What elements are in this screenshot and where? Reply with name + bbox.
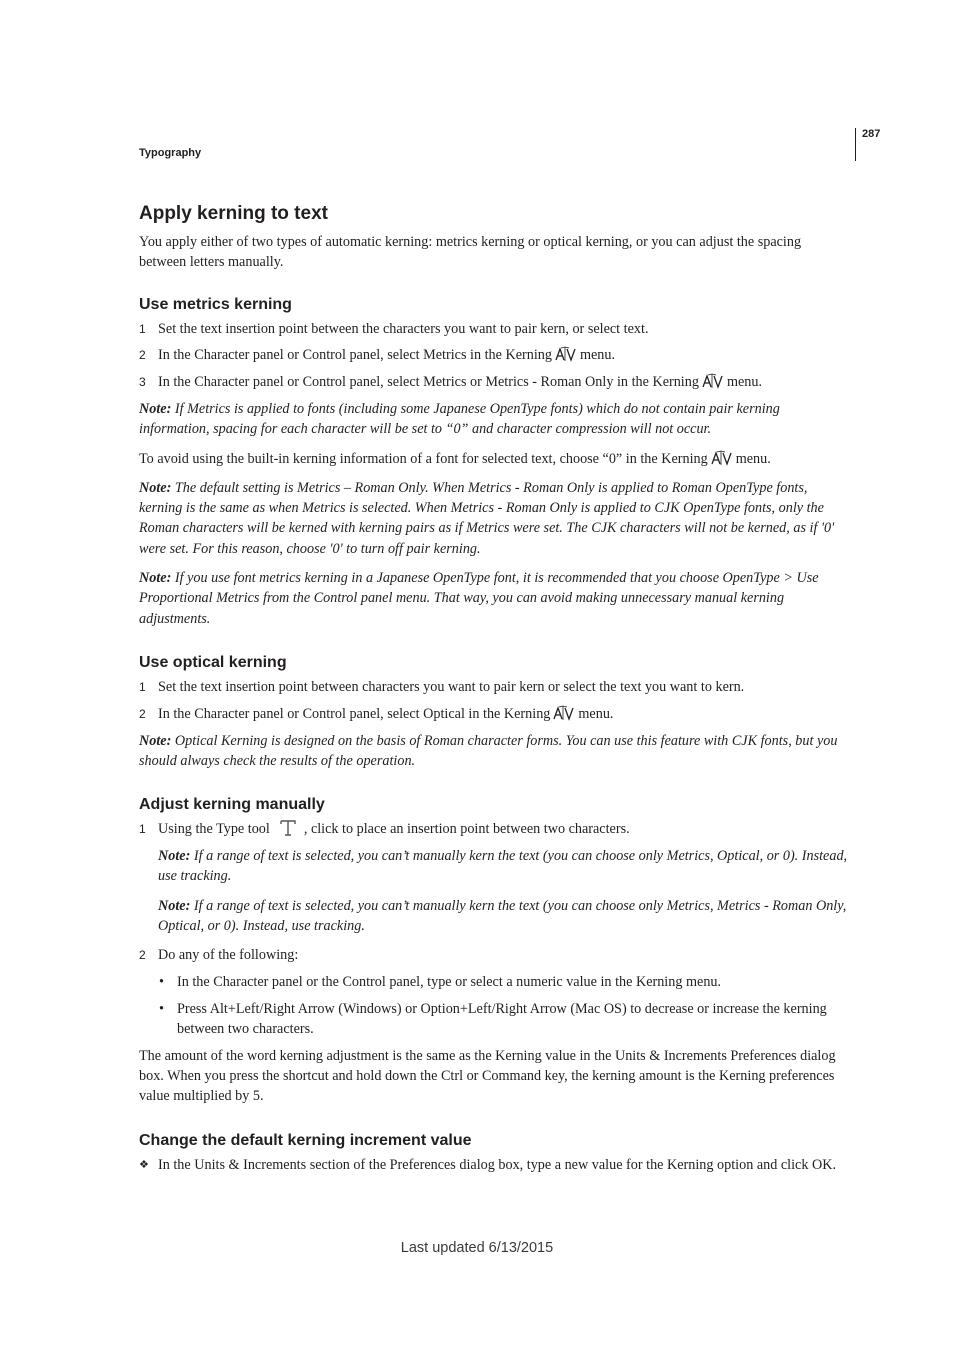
section-heading-increment: Change the default kerning increment value (139, 1131, 472, 1149)
manual-note-1 (158, 846, 851, 887)
metrics-step-2 (139, 345, 851, 365)
chapter-title: Typography (139, 147, 202, 159)
step-text: Set the text insertion point between the characters you want to pair kern, or select text. (158, 320, 649, 337)
metrics-note-3 (139, 568, 851, 629)
manual-bullet-2 (139, 999, 851, 1040)
step-number: 3 (139, 375, 146, 390)
step-number: 2 (139, 348, 146, 363)
step-text-end: menu. (726, 374, 763, 391)
step-text: In the Character panel or Control panel, select Optical in the Kerning (158, 705, 551, 722)
note-text: If Metrics is applied to fonts (including some Japanese OpenType fonts) which do not contain pair kerning information, spacing for each character will be set to “0” and character compression will not occur. (139, 400, 780, 438)
kerning-icon (555, 346, 577, 362)
section-heading-optical: Use optical kerning (139, 653, 287, 671)
bullet-text: In the Character panel or the Control panel, type or select a numeric value in the Kerning menu. (177, 973, 722, 990)
step-number: 1 (139, 321, 146, 336)
note-label: Note: (158, 897, 191, 914)
step-number: 2 (139, 948, 146, 963)
note-text: Optical Kerning is designed on the basis of Roman character forms. You can use this feature with CJK fonts, but you should always check the results of the operation. (139, 732, 838, 769)
metrics-step-1 (139, 319, 851, 339)
step-text: In the Character panel or Control panel, select Metrics or Metrics - Roman Only in the Kerning (158, 374, 699, 391)
header-rule (855, 128, 856, 161)
note-text: If a range of text is selected, you can’t manually kern the text (you can choose only Metrics, Metrics - Roman Only, Optical, or 0). Instead, use tracking. (158, 897, 847, 934)
bullet-marker: • (159, 1000, 164, 1017)
bullet-text: Press Alt+Left/Right Arrow (Windows) or Option+Left/Right Arrow (Mac OS) to decrease or increase the kerning between two characters. (177, 1000, 827, 1038)
kerning-icon (702, 373, 724, 389)
metrics-note-2 (139, 478, 851, 559)
note-text: If a range of text is selected, you can’t manually kern the text (you can choose only Metrics, Optical, or 0). Instead, use tracking. (158, 847, 848, 885)
diamond-marker-icon: ❖ (139, 1158, 149, 1171)
step-text-end: menu. (579, 347, 616, 364)
step-text: Do any of the following: (158, 947, 299, 964)
note-label: Note: (139, 400, 172, 417)
step-text: Set the text insertion point between characters you want to pair kern or select the text you want to kern. (158, 678, 745, 695)
paragraph-text: To avoid using the built-in kerning information of a font for selected text, choose “0” in the Kerning (139, 450, 708, 467)
page-title: Apply kerning to text (139, 203, 328, 224)
note-label: Note: (158, 847, 191, 864)
footer-last-updated: Last updated 6/13/2015 (400, 1240, 554, 1256)
manual-note-2 (158, 896, 851, 937)
optical-note (139, 731, 851, 772)
metrics-note-1 (139, 399, 851, 440)
bullet-marker: • (159, 973, 164, 990)
type-tool-icon (278, 819, 298, 837)
manual-bullet-1 (139, 972, 851, 992)
section-heading-metrics: Use metrics kerning (139, 295, 292, 313)
page-content (139, 200, 851, 1182)
step-number: 2 (139, 706, 146, 721)
step-text: In the Units & Increments section of the Preferences dialog box, type a new value for the Kerning option and click OK. (158, 1156, 837, 1173)
optical-step-2 (139, 704, 851, 724)
step-text-end: menu. (578, 705, 614, 722)
step-number: 1 (139, 822, 146, 837)
step-number: 1 (139, 679, 146, 694)
step-text-end: , click to place an insertion point between two characters. (303, 821, 630, 838)
paragraph-text-end: menu. (735, 450, 771, 467)
note-text: The default setting is Metrics – Roman Only. When Metrics - Roman Only is applied to Roman OpenType fonts, kerning is the same as when Metrics is selected. When Metrics - Roman Only is applied to CJK OpenType fonts, only the Roman characters will be kerned with kerning pairs as if Metrics were set. The CJK characters will not be kerned, as if '0' were set. For this reason, choose '0' to turn off pair kerning. (139, 479, 835, 557)
manual-step-1 (139, 819, 851, 839)
kerning-icon (553, 705, 575, 721)
page-number: 287 (862, 128, 881, 140)
metrics-step-3 (139, 372, 851, 392)
increment-step (139, 1155, 851, 1175)
metrics-paragraph (139, 449, 851, 469)
step-text: Using the Type tool (158, 821, 270, 838)
manual-paragraph: The amount of the word kerning adjustment is the same as the Kerning value in the Units & Increments Preferences dialog box. When you press the shortcut and hold down the Ctrl or Command key, the kerning amount is the Kerning preferences value multiplied by 5. (139, 1047, 836, 1105)
note-label: Note: (139, 570, 172, 587)
optical-step-1 (139, 677, 851, 697)
kerning-icon (711, 450, 733, 466)
note-label: Note: (139, 479, 172, 496)
note-text: If you use font metrics kerning in a Japanese OpenType font, it is recommended that you choose OpenType > Use Proportional Metrics from the Control panel menu. That way, you can avoid making unnecessary manual kerning adjustments. (139, 570, 819, 627)
intro-paragraph: You apply either of two types of automatic kerning: metrics kerning or optical kerning, or you can adjust the spacing between letters manually. (139, 234, 802, 271)
step-text: In the Character panel or Control panel, select Metrics in the Kerning (158, 347, 552, 364)
section-heading-manual: Adjust kerning manually (139, 796, 325, 814)
note-label: Note: (139, 732, 172, 749)
manual-step-2 (139, 945, 851, 965)
